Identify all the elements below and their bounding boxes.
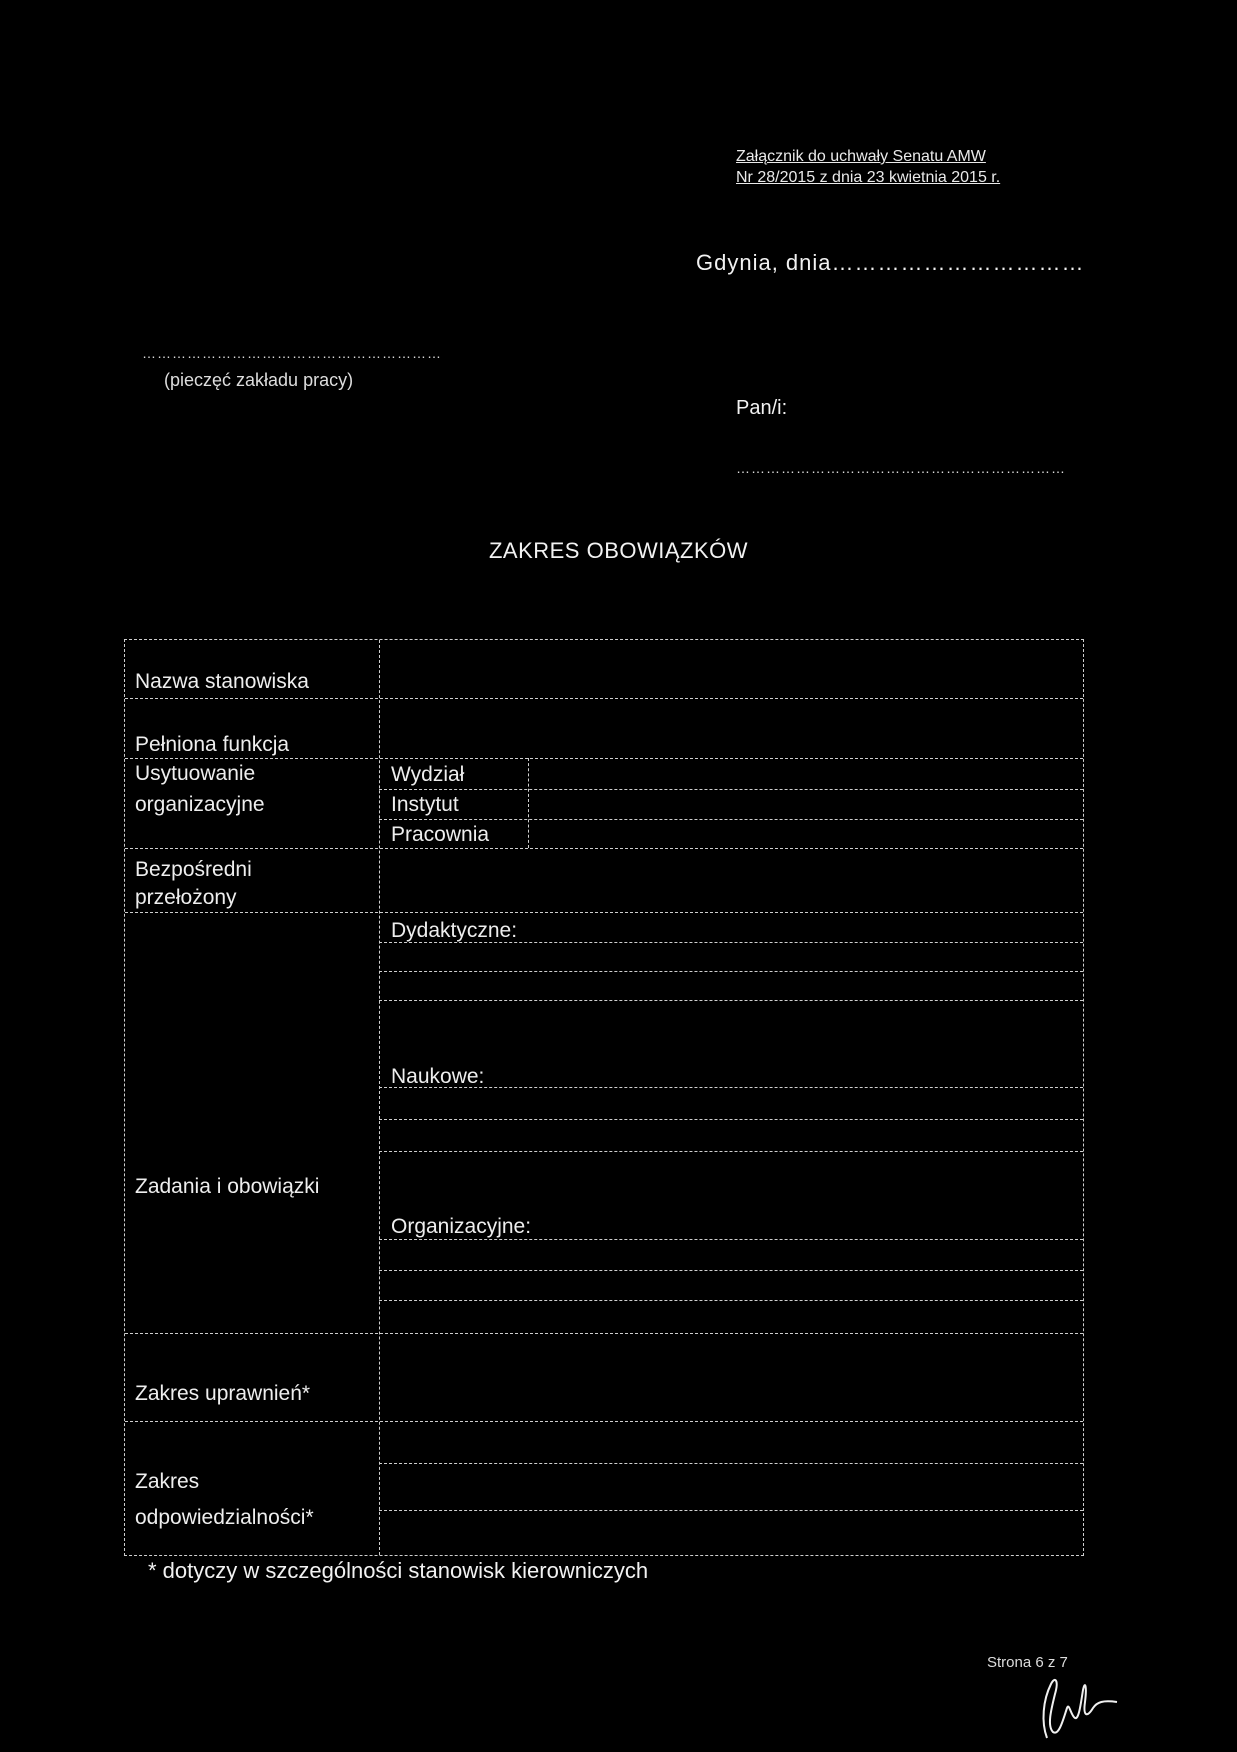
document-title: ZAKRES OBOWIĄZKÓW (488, 538, 749, 563)
function-label: Pełniona funkcja (135, 733, 290, 756)
answer-line (379, 1119, 1083, 1120)
place-date: Gdynia, dnia…………………………… (696, 250, 1085, 275)
didactic-label: Dydaktyczne: (391, 919, 518, 942)
stamp-label: (pieczęć zakładu pracy) (164, 370, 354, 390)
page-number: Strona 6 z 7 (987, 1654, 1068, 1671)
recipient-label: Pan/i: (736, 397, 788, 419)
row-divider (125, 848, 1083, 849)
position-name-label: Nazwa stanowiska (135, 670, 309, 693)
subrow-divider (379, 819, 1083, 820)
answer-line (379, 971, 1083, 972)
answer-line (379, 1300, 1083, 1301)
answer-line (379, 1087, 1083, 1088)
stamp-dotted-line: …………………………………………………… (142, 345, 442, 361)
faculty-label: Wydział (391, 763, 465, 786)
supervisor-label-line-1: Bezpośredni (135, 858, 252, 881)
duties-form-table (124, 639, 1084, 1556)
row-divider (125, 912, 1083, 913)
answer-line (379, 1510, 1083, 1511)
placement-label-line-2: organizacyjne (135, 793, 265, 816)
organizational-label: Organizacyjne: (391, 1215, 532, 1238)
subcell-divider (528, 758, 529, 848)
row-divider (125, 1421, 1083, 1422)
answer-line (379, 942, 1083, 943)
answer-line (379, 1239, 1083, 1240)
placement-label-line-1: Usytuowanie (135, 762, 256, 785)
answer-line (379, 1000, 1083, 1001)
recipient-dotted-line: ………………………………………………………… (736, 460, 1066, 476)
institute-label: Instytut (391, 793, 459, 816)
responsibility-label-line-2: odpowiedzialności* (135, 1506, 314, 1529)
row-divider (125, 698, 1083, 699)
annex-line-2: Nr 28/2015 z dnia 23 kwietnia 2015 r. (736, 169, 1001, 186)
row-divider (125, 758, 1083, 759)
duties-label: Zadania i obowiązki (135, 1175, 320, 1198)
lab-label: Pracownia (391, 823, 490, 846)
answer-line (379, 1270, 1083, 1271)
footnote: * dotyczy w szczególności stanowisk kierowniczych (148, 1558, 649, 1583)
supervisor-label-line-2: przełożony (135, 886, 237, 909)
answer-line (379, 1151, 1083, 1152)
responsibility-label-line-1: Zakres (135, 1470, 200, 1493)
annex-note (736, 146, 1000, 188)
answer-line (379, 1463, 1083, 1464)
row-divider (125, 1333, 1083, 1334)
scientific-label: Naukowe: (391, 1065, 485, 1088)
subrow-divider (379, 789, 1083, 790)
authority-label: Zakres uprawnień* (135, 1382, 311, 1405)
signature-icon (1033, 1672, 1125, 1747)
annex-line-1: Załącznik do uchwały Senatu AMW (736, 148, 986, 165)
column-divider (379, 640, 380, 1555)
